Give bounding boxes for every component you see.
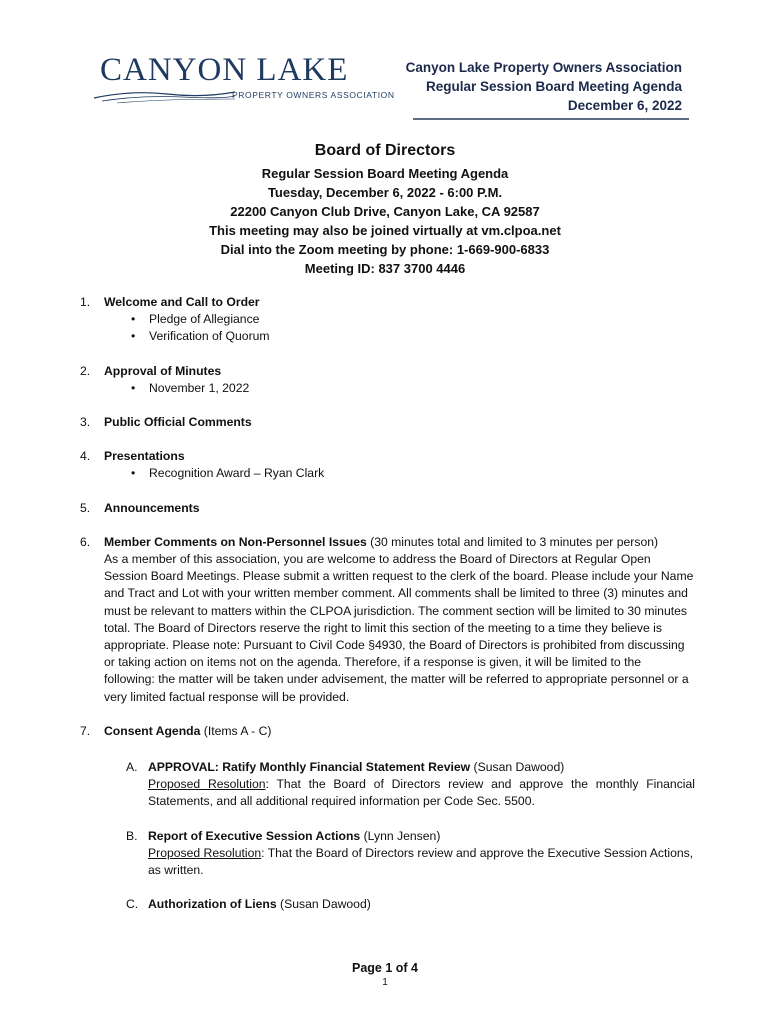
bullet-item: • November 1, 2022 [127, 380, 695, 397]
item-paragraph [104, 534, 695, 551]
item-note: (Items A - C) [200, 723, 272, 738]
title-line: Meeting ID: 837 3700 4446 [304, 261, 466, 276]
page-title: Board of Directors [314, 142, 456, 159]
page-footer [0, 961, 770, 988]
item-number: 7. [80, 723, 91, 738]
agenda-list [80, 294, 695, 930]
resolution-label: Proposed Resolution [148, 777, 266, 792]
sub-title: Authorization of Liens [148, 897, 277, 912]
agenda-item-member-comments [80, 534, 695, 706]
sub-letter: A. [126, 760, 138, 775]
item-title: Welcome and Call to Order [104, 295, 260, 309]
sub-letter: B. [126, 828, 138, 843]
item-body: As a member of this association, you are welcome to address the Board of Directors at Regular Open Session Board Meetings. Please submit a written request to the clerk of the board. Please include your Name and Tract and Lot with your written member comment. All comments shall be limited to three (3) minutes and must be relevant to matters within the CLPOA jurisdiction. The comment section will be limited to 30 minutes total. The Board of Directors reserve the right to limit this section of the meeting to a time they believe is appropriate. Please note: Pursuant to Civil Code §4930, the Board of Directors is prohibited from discussing or taking action on items not on the agenda. Therefore, if a response is given, it will be limited to the following: the matter will be taken under advisement, the matter will be referred to appropriate personnel or a very limited factual response will be provided. [104, 552, 694, 704]
bullet-item: • Pledge of Allegiance [127, 311, 695, 328]
agenda-item-welcome [80, 294, 695, 346]
sub-heading [148, 759, 695, 776]
resolution-text: : That the Board of Directors review and approve the Executive Session Actions, as written. [148, 845, 694, 878]
title-line: Dial into the Zoom meeting by phone: 1-669-900-6833 [220, 242, 550, 257]
item-note: (30 minutes total and limited to 3 minutes per person) [366, 534, 659, 549]
sub-presenter: (Susan Dawood) [470, 760, 565, 775]
resolution-text: : That the Board of Directors review and approve the monthly Financial Statements, and all additional required information per Code Sec. 5500. [148, 777, 695, 809]
resolution-label: Proposed Resolution [148, 845, 262, 860]
header-date: December 6, 2022 [567, 98, 682, 113]
consent-subitems [104, 759, 695, 913]
header-divider [413, 118, 689, 120]
item-title: Announcements [104, 500, 200, 515]
sub-title: Report of Executive Session Actions [148, 828, 361, 843]
header-info [406, 58, 682, 115]
item-number: 4. [80, 449, 91, 464]
bullet-item: • Verification of Quorum [127, 328, 695, 345]
org-name: Canyon Lake Property Owners Association [405, 60, 682, 75]
sub-title: APPROVAL: Ratify Monthly Financial Statement Review [148, 760, 471, 775]
item-number: 5. [80, 500, 91, 515]
bullet-list [104, 311, 695, 345]
title-line: This meeting may also be joined virtually at vm.clpoa.net [209, 223, 561, 238]
consent-item-financial [126, 759, 695, 811]
sub-letter: C. [126, 897, 139, 912]
agenda-item-consent [80, 723, 695, 914]
item-title: Public Official Comments [104, 415, 252, 430]
title-line: 22200 Canyon Club Drive, Canyon Lake, CA 92587 [230, 204, 540, 219]
bullet-list [104, 465, 695, 482]
page-label: Page 1 of 4 [352, 961, 418, 975]
agenda-item-announcements [80, 500, 695, 517]
item-number: 6. [80, 534, 91, 549]
item-title: Consent Agenda [104, 723, 201, 738]
item-number: 3. [80, 415, 91, 430]
logo-swoosh-icon [92, 84, 237, 104]
sub-presenter: (Lynn Jensen) [360, 828, 441, 843]
item-heading [104, 723, 695, 740]
sub-presenter: (Susan Dawood) [276, 897, 371, 912]
bullet-list [104, 380, 695, 397]
bullet-item: • Recognition Award – Ryan Clark [127, 465, 695, 482]
title-block [0, 142, 770, 278]
logo-title: CANYON LAKE [100, 52, 349, 88]
canyon-lake-logo [92, 50, 395, 108]
agenda-item-minutes [80, 363, 695, 397]
consent-item-executive [126, 828, 695, 880]
sub-heading [148, 828, 695, 845]
item-title: Presentations [104, 449, 185, 464]
title-line: Tuesday, December 6, 2022 - 6:00 P.M. [267, 185, 503, 200]
sub-resolution [148, 845, 695, 879]
item-number: 1. [80, 295, 91, 309]
logo-subtitle: PROPERTY OWNERS ASSOCIATION [232, 90, 395, 100]
agenda-item-presentations [80, 448, 695, 482]
agenda-item-public-comments [80, 414, 695, 431]
page-number: 1 [382, 977, 388, 988]
doc-title: Regular Session Board Meeting Agenda [425, 79, 682, 94]
sub-resolution [148, 776, 695, 810]
item-number: 2. [80, 363, 91, 378]
sub-heading [148, 896, 695, 913]
item-title: Member Comments on Non-Personnel Issues [104, 534, 367, 549]
title-line: Regular Session Board Meeting Agenda [261, 166, 509, 181]
consent-item-liens [126, 896, 695, 913]
item-title: Approval of Minutes [104, 363, 222, 378]
